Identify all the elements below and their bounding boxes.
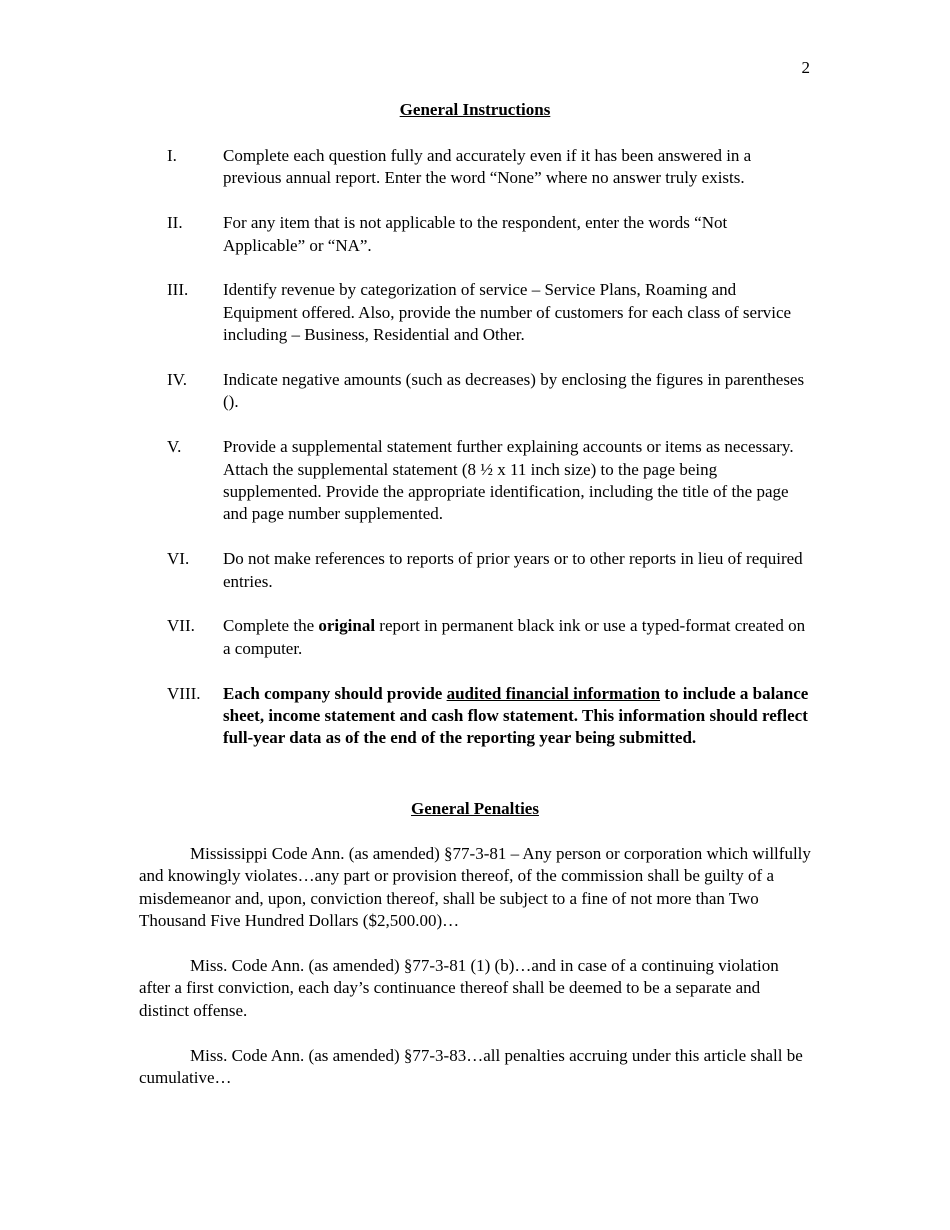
penalty-paragraph: Miss. Code Ann. (as amended) §77-3-81 (1) (b)…and in case of a continuing violation after a first conviction, each day’s continuance thereof shall be deemed to be a separate and distinct offense. [139, 956, 779, 1020]
instruction-number: VI. [167, 549, 190, 569]
penalty-paragraph: Mississippi Code Ann. (as amended) §77-3-81 – Any person or corporation which willfully and knowingly violates…any part or provision thereof, of the commission shall be guilty of a misdemeanor and, upon, conviction thereof, shall be subject to a fine of not more than Two Thousand Five Hundred Dollars ($2,500.00)… [139, 844, 811, 931]
instruction-text: Identify revenue by categorization of service – Service Plans, Roaming and Equipment offered. Also, provide the number of customers for each class of service including – Business, Residential and Other. [223, 280, 792, 345]
page-number: 2 [801, 58, 810, 77]
instruction-item-8 [167, 683, 817, 750]
general-penalties-heading: General Penalties [411, 799, 539, 818]
instruction-number: IV. [167, 370, 187, 390]
instruction-text: Indicate negative amounts (such as decreases) by enclosing the figures in parentheses (). [223, 370, 805, 412]
instruction-number: III. [167, 280, 189, 300]
instruction-text [223, 615, 809, 660]
instruction-text-part: report in permanent black ink or use a typed-format created on a computer. [223, 616, 806, 658]
instructions-list [167, 145, 817, 772]
instruction-item-6 [167, 548, 817, 593]
instruction-item-7 [167, 615, 817, 660]
instruction-text: Do not make references to reports of prior years or to other reports in lieu of required entries. [223, 549, 803, 591]
penalties-section [139, 843, 811, 1112]
instruction-bold-text: original [318, 616, 376, 636]
instruction-text-part: Complete the [223, 616, 319, 636]
instruction-item-2 [167, 212, 817, 257]
penalty-paragraph: Miss. Code Ann. (as amended) §77-3-83…all penalties accruing under this article shall be cumulative… [139, 1045, 803, 1088]
instruction-number: V. [167, 437, 182, 457]
instruction-item-3 [167, 279, 817, 346]
instruction-underlined-text: audited financial information [446, 683, 661, 703]
instruction-item-1 [167, 145, 817, 190]
general-instructions-heading: General Instructions [399, 100, 551, 119]
instruction-number: I. [167, 146, 177, 165]
instruction-text [223, 683, 809, 750]
instruction-text-part: Each company should provide [223, 683, 447, 703]
instruction-text: For any item that is not applicable to the respondent, enter the words “Not Applicable” or “NA”. [223, 213, 728, 255]
instruction-item-5 [167, 436, 817, 526]
instruction-number: VIII. [167, 683, 201, 703]
instruction-text: Provide a supplemental statement further explaining accounts or items as necessary. Attach the supplemental statement (8 ½ x 11 inch size) to the page being supplemented. Provide the appropriate identification, including the title of the page and page number supplemented. [223, 437, 794, 524]
instruction-text-part: to include a balance sheet, income statement and cash flow statement. This information should reflect full-year data as of the end of the reporting year being submitted. [223, 683, 809, 748]
instruction-item-4 [167, 369, 817, 414]
instruction-number: II. [167, 213, 183, 233]
instruction-number: VII. [167, 616, 195, 636]
instruction-text: Complete each question fully and accurately even if it has been answered in a previous annual report. Enter the word “None” where no answer truly exists. [223, 146, 752, 188]
